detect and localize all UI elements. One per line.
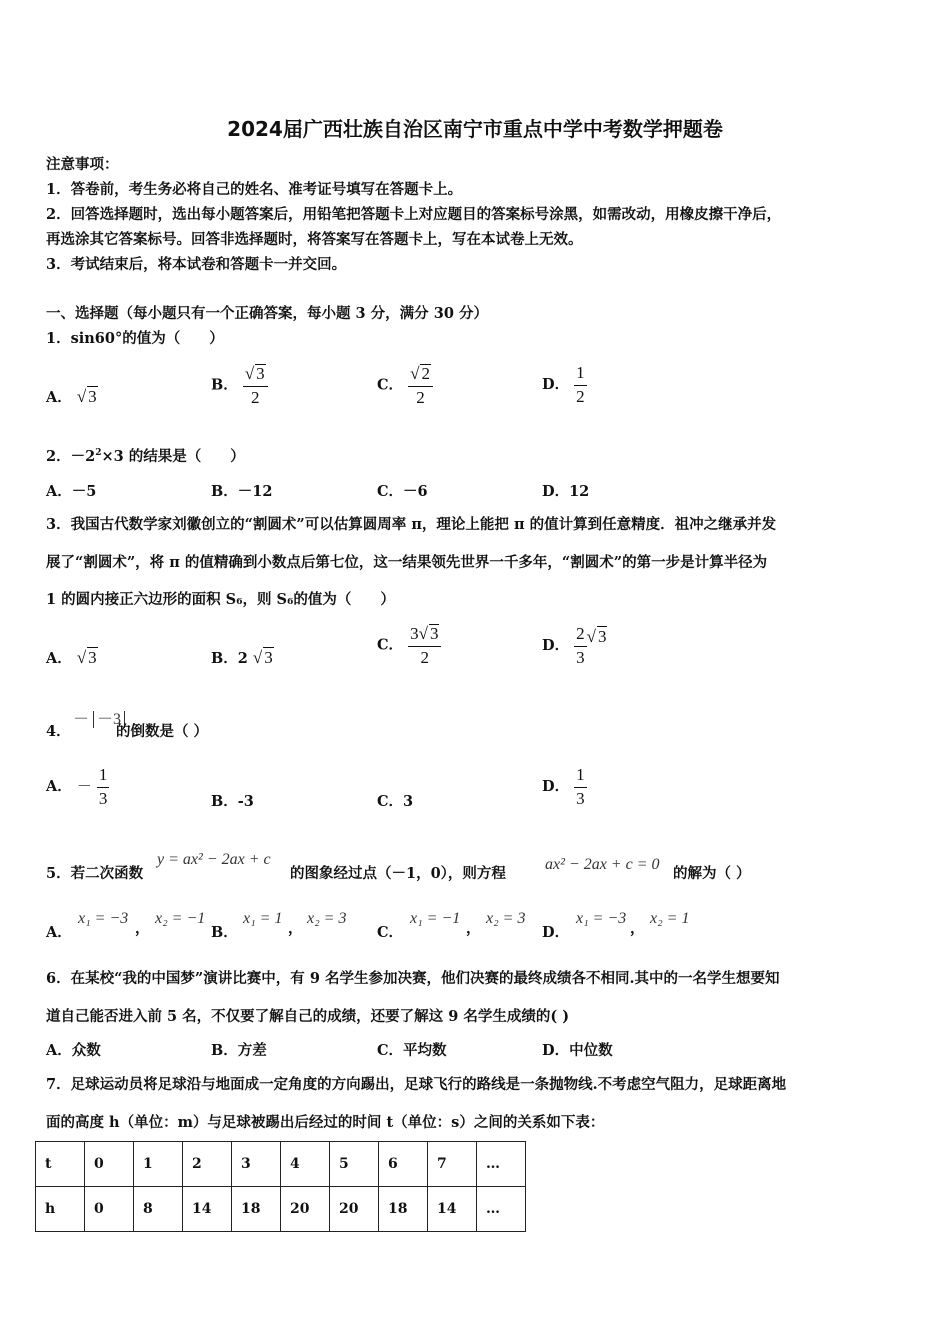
q3-d-fraction — [574, 625, 587, 667]
q1-d-fraction — [574, 364, 587, 406]
q5-a-x2: x₂ = −1 — [155, 910, 206, 927]
table-cell: 2 — [183, 1142, 232, 1187]
q3-a-sqrt: √ 3 — [76, 648, 97, 667]
q6-line-2: 道自己能否进入前 5 名，不仅要了解自己的成绩，还要了解这 9 名学生成绩的( ) — [46, 1008, 570, 1025]
q3-d-sqrt: √ 3 — [586, 627, 607, 647]
table-row-t — [36, 1142, 526, 1187]
q1-b-label: B． — [211, 376, 238, 394]
q4-a-label: A． — [46, 778, 72, 796]
q3-option-d — [542, 625, 607, 667]
table-cell: 0 — [85, 1142, 134, 1187]
q1-d-num: 1 — [574, 364, 587, 386]
q3-d-radicand: 3 — [597, 627, 607, 647]
q7-data-table — [35, 1141, 526, 1232]
q5-c-x1: x₁ = −1 — [410, 910, 461, 927]
q5-c-label: C． — [377, 924, 404, 941]
table-cell: 3 — [232, 1142, 281, 1187]
q4-d-label: D． — [542, 778, 570, 796]
table-cell: … — [477, 1187, 526, 1232]
q3-line-2: 展了“割圆术”，将 π 的值精确到小数点后第七位，这一结果领先世界一千多年，“割圆术”的第一步是计算半径为 — [46, 554, 768, 571]
q4-d-den: 3 — [576, 788, 585, 808]
q3-d-den: 3 — [576, 647, 585, 667]
q3-option-b — [211, 647, 274, 668]
q3-a-label: A． — [46, 650, 72, 667]
table-cell: t — [36, 1142, 85, 1187]
notice-line-2: 2．回答选择题时，选出每小题答案后，用铅笔把答题卡上对应题目的答案标号涂黑，如需改动，用橡皮擦干净后， — [46, 206, 782, 223]
q3-c-coef: 3 — [410, 624, 419, 643]
q6-option-a: A．众数 — [46, 1042, 101, 1059]
q3-a-radicand: 3 — [88, 648, 97, 667]
q5-a-x1: x₁ = −3 — [78, 910, 129, 927]
q2-stem-exponent: 2 — [95, 448, 102, 459]
table-cell: 14 — [183, 1187, 232, 1232]
q7-line-2: 面的高度 h（单位：m）与足球被踢出后经过的时间 t（单位：s）之间的关系如下表： — [46, 1114, 605, 1131]
table-cell: 7 — [428, 1142, 477, 1187]
q3-b-radicand: 3 — [264, 648, 273, 667]
q3-c-fraction: $\frac{3√ 3}{2}$ — [408, 624, 441, 667]
q2-option-d: D．12 — [542, 483, 590, 500]
table-cell: … — [477, 1142, 526, 1187]
q5-b-x1: x₁ = 1 — [243, 910, 283, 927]
q1-b-radicand: 3 — [256, 364, 265, 383]
q1-c-label: C． — [377, 376, 404, 394]
q3-c-den: 2 — [420, 647, 430, 667]
q3-option-c — [377, 624, 441, 667]
notice-line-3: 再选涂其它答案标号。回答非选择题时，将答案写在答题卡上，写在本试卷上无效。 — [46, 231, 583, 248]
q7-line-1: 7．足球运动员将足球沿与地面成一定角度的方向踢出，足球飞行的路线是一条抛物线.不考虑空气阻力，足球距离地 — [46, 1076, 787, 1093]
q4-expr-abs: －3 — [93, 711, 125, 728]
q4-a-fraction — [97, 766, 110, 808]
q4-expr-sign: － — [73, 711, 90, 728]
q2-stem — [46, 445, 245, 466]
q4-stem: 的倒数是（ ） — [116, 723, 209, 740]
q4-option-a — [46, 766, 109, 808]
table-cell: 1 — [134, 1142, 183, 1187]
q5-d-label: D． — [542, 924, 570, 941]
q3-option-a — [46, 647, 98, 668]
q1-d-label: D． — [542, 376, 570, 394]
q4-option-b: B．-3 — [211, 793, 254, 810]
q5-c-sep: ， — [466, 920, 481, 937]
q1-b-den: 2 — [251, 387, 260, 407]
q3-c-label: C． — [377, 636, 404, 654]
q1-b-fraction: $\frac{√ 3}{2}$ — [243, 364, 268, 407]
q3-b-label: B．2 — [211, 650, 248, 667]
q6-line-1: 6．在某校“我的中国梦”演讲比赛中，有 9 名学生参加决赛，他们决赛的最终成绩各不相同.其中的一名学生想要知 — [46, 970, 780, 987]
q3-b-sqrt: √ 3 — [252, 648, 273, 667]
q5-function: y = ax² − 2ax + c — [157, 851, 271, 868]
q5-d-x1: x₁ = −3 — [576, 910, 627, 927]
q5-b-label: B． — [211, 924, 238, 941]
q2-stem-pre: 2．－2 — [46, 448, 96, 465]
q1-a-sqrt: √ 3 — [76, 387, 97, 406]
table-row-h — [36, 1187, 526, 1232]
table-cell: h — [36, 1187, 85, 1232]
q4-option-d — [542, 766, 587, 808]
table-cell: 5 — [330, 1142, 379, 1187]
q5-b-sep: ， — [288, 920, 303, 937]
table-cell: 6 — [379, 1142, 428, 1187]
q2-stem-post: ×3 的结果是（ ） — [101, 448, 245, 465]
q1-a-label: A． — [46, 389, 72, 406]
table-cell: 18 — [379, 1187, 428, 1232]
table-cell: 14 — [428, 1187, 477, 1232]
q5-stem-pre: 5．若二次函数 — [46, 865, 144, 882]
q4-a-den: 3 — [98, 788, 108, 808]
q5-a-sep: ， — [135, 920, 150, 937]
q2-option-c: C．－6 — [377, 483, 428, 500]
table-cell: 8 — [134, 1187, 183, 1232]
table-cell: 4 — [281, 1142, 330, 1187]
table-cell: 20 — [281, 1187, 330, 1232]
q1-option-d — [542, 364, 587, 406]
q2-option-a: A．－5 — [46, 483, 97, 500]
q1-option-b — [211, 364, 268, 407]
q4-d-num: 1 — [574, 766, 587, 788]
q3-d-label: D． — [542, 637, 570, 655]
q1-c-fraction: $\frac{√ 2}{2}$ — [408, 364, 433, 407]
q6-option-b: B．方差 — [211, 1042, 267, 1059]
q6-option-c: C．平均数 — [377, 1042, 447, 1059]
section-heading: 一、选择题（每小题只有一个正确答案，每小题 3 分，满分 30 分） — [46, 305, 488, 322]
q1-option-c — [377, 364, 433, 407]
q4-number: 4． — [46, 723, 71, 740]
table-cell: 0 — [85, 1187, 134, 1232]
table-cell: 18 — [232, 1187, 281, 1232]
q3-d-num: 2 — [574, 625, 587, 647]
q1-d-den: 2 — [576, 386, 585, 406]
q1-option-a — [46, 386, 98, 407]
q1-c-den: 2 — [416, 387, 425, 407]
page-title: 2024届广西壮族自治区南宁市重点中学中考数学押题卷 — [227, 117, 723, 141]
q4-option-c: C．3 — [377, 793, 414, 810]
q1-c-radicand: 2 — [421, 364, 430, 383]
q5-stem-post: 的解为（ ） — [673, 865, 751, 882]
q5-a-label: A． — [46, 924, 72, 941]
q5-stem-mid: 的图象经过点（－1，0），则方程 — [290, 865, 506, 882]
q5-d-x2: x₂ = 1 — [650, 910, 690, 927]
q4-d-fraction — [574, 766, 587, 808]
q5-b-x2: x₂ = 3 — [307, 910, 347, 927]
notice-line-4: 3．考试结束后，将本试卷和答题卡一并交回。 — [46, 256, 347, 273]
q5-equation: ax² − 2ax + c = 0 — [545, 856, 660, 873]
q3-line-3: 1 的圆内接正六边形的面积 S₆，则 S₆的值为（ ） — [46, 591, 395, 608]
q1-stem: 1．sin60°的值为（ ） — [46, 330, 224, 347]
q5-d-sep: ， — [630, 920, 645, 937]
notice-line-1: 1．答卷前，考生务必将自己的姓名、准考证号填写在答题卡上。 — [46, 181, 463, 198]
table-cell: 20 — [330, 1187, 379, 1232]
notice-heading: 注意事项： — [46, 156, 119, 173]
q4-a-num: 1 — [97, 766, 110, 788]
q4-a-sign: － — [76, 779, 92, 796]
q2-option-b: B．－12 — [211, 483, 273, 500]
q3-line-1: 3．我国古代数学家刘徽创立的“割圆术”可以估算圆周率 π，理论上能把 π 的值计算到任意精度．祖冲之继承并发 — [46, 516, 777, 533]
q1-a-radicand: 3 — [88, 387, 97, 406]
q5-c-x2: x₂ = 3 — [486, 910, 526, 927]
q3-c-radicand: 3 — [429, 624, 439, 643]
q6-option-d: D．中位数 — [542, 1042, 613, 1059]
